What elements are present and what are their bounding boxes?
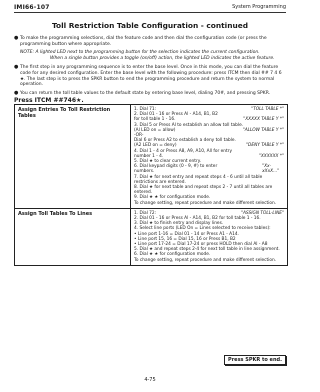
display-readout: "DENY TABLE Y *" [246,143,284,149]
note-line-1: NOTE: A lighted LED next to the programming button for the selection indicates the current configuration. [20,50,260,56]
step-line [134,258,284,263]
step-text: (A2 LED on = deny) [134,143,177,149]
bullet-text: You can return the toll table values to the default state by entering base level, dialing 70#, and pressing SPKR. [20,90,271,96]
header-divider [14,12,286,13]
step-text: • Line port 17-24 = Dial 17-24 or press HOLD then dial Al - A8 [134,242,268,248]
intro-bullets [14,36,286,99]
step-text: 5. Dial ★ to clear current entry. [134,159,202,165]
step-line [134,185,284,195]
table-row [15,209,287,265]
bullet-item [14,36,286,47]
procedure-steps [131,105,287,208]
step-text: • Line port 1-16 = Dial 01 - 14 or Press A1 - A14. [134,231,239,237]
step-text: 4. Select line ports (LED On = Lines selected to receive tables): [134,226,271,232]
display-readout: "TOLL TABLE *" [251,107,284,112]
step-text: 6. Dial ★ ★ for configuration mode. [134,252,211,258]
step-text: • Line port 15, 16 = Dial 15, 16 or Press B1, B2 [134,236,236,242]
step-line [134,175,284,185]
step-text: To change setting, repeat procedure and make different selection. [134,257,277,263]
note-line-2: When a single button provides a toggle (on/off) action, the lighted LED indicates the active feature. [50,55,275,61]
section-name: System Programming [232,4,286,10]
page-number: 4-75 [144,377,156,383]
step-text: -OR- [134,133,144,139]
press-spkr-button[interactable]: Press SPKR to end. [224,355,286,365]
bullet-dot-icon: ● [14,35,19,41]
display-readout: "XXXXXX *" [258,153,284,159]
display-readout: "Xx-xXxX..." [262,164,280,175]
procedure-heading: Assign Toll Tables To Lines [15,209,131,265]
bullet-dot-icon: ● [14,89,19,96]
procedure-heading: Assign Entries To Toll Restriction Tables [15,105,131,208]
procedure-table [14,104,288,266]
step-text: Dial 6 or Press A2 to establish a deny toll table. [134,138,236,144]
bullet-dot-icon: ● [14,64,19,71]
bullet-text: To make the programming selections, dial the feature code and then dial the configuration code (or press the programming button where appropriate. [20,36,267,47]
step-text: 2. Dial 01 - 16 or Press Al - A14, B1, B2 for toll table 1 - 16. [134,216,261,222]
note-block [20,50,286,61]
step-line [134,201,284,206]
display-readout: "ASSIGN TOLL-LINE" [241,210,284,216]
step-text: 3. Dial 5 or Press Al to establish an allow toll table. [134,122,244,128]
bullet-text: The first step in any programming sequence is to enter the base level. Once in this mode, you can dial the feature code for any desired configuration. Enter the base level with the following procedure: press ITCM then dial ## 7 4 6 ★. The last step is to press the SPKR button to end the programming procedure and return the system to normal operation. [20,65,282,88]
step-text: (Al LED on = allow) [134,127,176,133]
step-text: 5. Dial ★ and repeat steps 2-4 for next toll table in line assignment. [134,247,280,253]
display-readout: "XXXXX TABLE Y *" [243,117,284,123]
document-id: IMI66-107 [14,4,50,11]
step-line [134,128,284,133]
step-text: 7. Dial ★ for next entry and repeat steps 4 - 6 until all table restrictions are entered. [134,174,263,185]
step-text: for toll table 1 - 16. [134,117,176,123]
table-row [15,105,287,209]
step-text: 2. Dial 01 - 16 or Press Al - A14, B1, B2 [134,112,218,118]
page-title: Toll Restriction Table Configuration - continued [51,21,249,30]
step-text: 1. Dial 71: [134,107,157,112]
step-text: 3. Dial ★ to finish entry and display lines. [134,221,224,227]
step-text: 6. Dial keypad digits (0 - 9, #) to enter numbers. [134,164,218,175]
bullet-item [14,91,286,97]
procedure-steps [131,209,287,265]
display-readout: "ALLOW TABLE Y *" [242,127,284,133]
step-text: 1. Dial 72: [134,210,157,216]
step-text: 4. Dial 1 - 4 or Press A8, A9, A10, All for entry [134,148,232,154]
step-text: 9. Dial ★ ★ for configuration mode. [134,195,211,201]
step-text: To change setting, repeat procedure and make different selection. [134,200,277,206]
bullet-item [14,65,286,87]
step-line [134,164,284,174]
press-instruction: Press ITCM ##746★. [14,97,84,104]
step-text: 8. Dial ★ for next table and repeat steps 2 - 7 until all tables are entered. [134,185,273,196]
step-text: number 1 - 4. [134,153,164,159]
